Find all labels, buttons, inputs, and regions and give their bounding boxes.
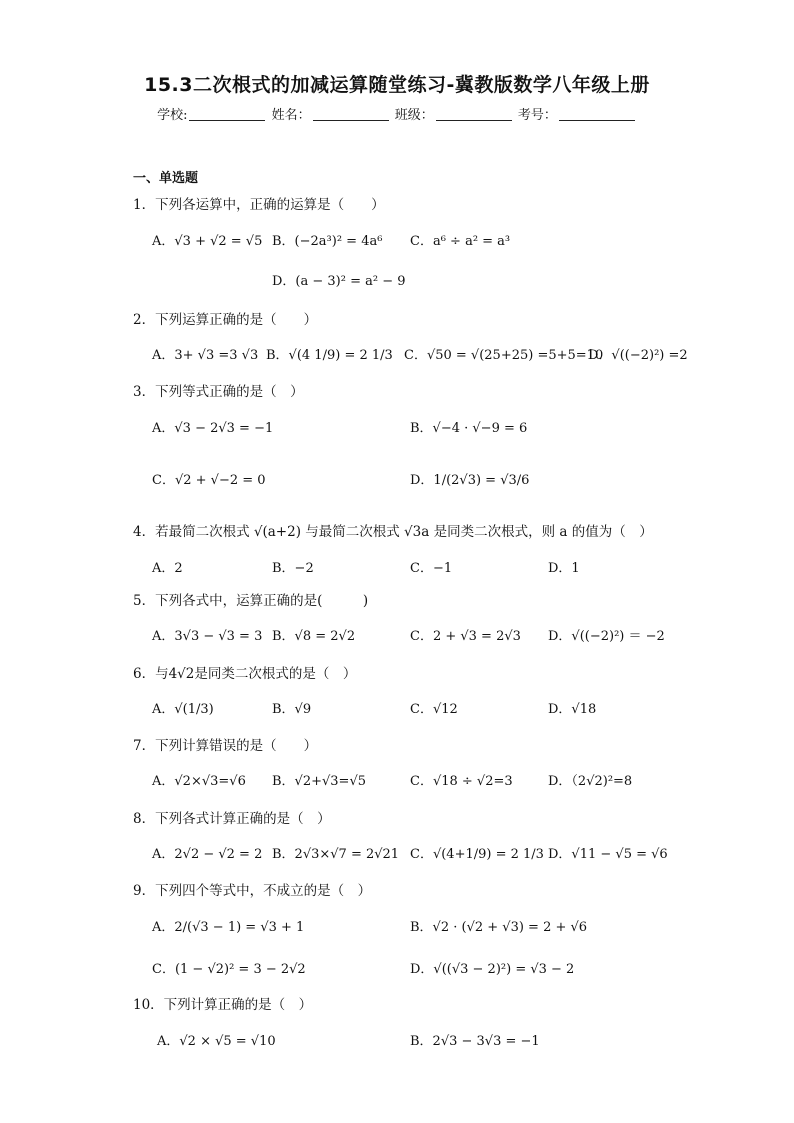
- question-2-option-a[interactable]: A．3+ √3 =3 √3: [152, 348, 259, 363]
- question-4-option-d[interactable]: D．1: [548, 561, 580, 576]
- question-3-option-c[interactable]: C．√2 + √−2 = 0: [152, 473, 266, 488]
- question-6-option-a[interactable]: A．√(1/3): [152, 702, 214, 717]
- question-7-option-a[interactable]: A．√2×√3=√6: [152, 774, 246, 789]
- question-8-option-d[interactable]: D．√11 − √5 = √6: [548, 847, 668, 862]
- question-2-stem: 2．下列运算正确的是（ ）: [133, 312, 318, 328]
- question-6-option-b[interactable]: B．√9: [272, 702, 312, 717]
- question-3-option-a[interactable]: A．√3 − 2√3 = −1: [152, 421, 274, 436]
- question-9-stem: 9．下列四个等式中，不成立的是（ ）: [133, 883, 372, 899]
- question-10-stem: 10．下列计算正确的是（ ）: [133, 997, 313, 1013]
- school-label: 学校:: [157, 108, 188, 123]
- question-7-stem: 7．下列计算错误的是（ ）: [133, 738, 318, 754]
- question-4-stem: 4．若最简二次根式 √(a+2) 与最简二次根式 √3a 是同类二次根式，则 a 的值为（ ）: [133, 524, 653, 540]
- question-5-option-d[interactable]: D．√((−2)²) ＝ −2: [548, 629, 665, 644]
- student-info-line: [0, 104, 794, 123]
- exam-number-blank[interactable]: [559, 108, 635, 121]
- question-2-option-b[interactable]: B．√(4 1/9) = 2 1/3: [266, 348, 393, 363]
- question-1-option-a[interactable]: A．√3 + √2 = √5: [152, 234, 263, 249]
- question-5-option-a[interactable]: A．3√3 − √3 = 3: [152, 629, 263, 644]
- question-1-option-c[interactable]: C．a⁶ ÷ a² = a³: [410, 234, 511, 249]
- section-heading: 一、单选题: [133, 171, 199, 186]
- question-7-option-b[interactable]: B．√2+√3=√5: [272, 774, 367, 789]
- question-3-stem: 3．下列等式正确的是（ ）: [133, 384, 304, 400]
- question-2-option-d[interactable]: D．√((−2)²) =2: [588, 348, 688, 363]
- question-2-option-c[interactable]: C．√50 = √(25+25) =5+5=10: [404, 348, 604, 363]
- question-8-option-a[interactable]: A．2√2 − √2 = 2: [152, 847, 263, 862]
- question-7-option-d[interactable]: D．（2√2)²=8: [548, 774, 633, 789]
- question-1-option-b[interactable]: B．(−2a³)² = 4a⁶: [272, 234, 383, 249]
- question-3-option-b[interactable]: B．√−4 · √−9 = 6: [410, 421, 528, 436]
- question-1-option-d[interactable]: D．(a − 3)² = a² − 9: [272, 274, 406, 289]
- question-4-option-a[interactable]: A．2: [152, 561, 183, 576]
- question-7-option-c[interactable]: C．√18 ÷ √2=3: [410, 774, 513, 789]
- question-4-option-c[interactable]: C．−1: [410, 561, 453, 576]
- question-9-option-d[interactable]: D．√((√3 − 2)²) = √3 − 2: [410, 962, 575, 977]
- question-5-stem: 5．下列各式中，运算正确的是( ): [133, 593, 369, 609]
- name-blank[interactable]: [313, 108, 389, 121]
- question-8-stem: 8．下列各式计算正确的是（ ）: [133, 811, 331, 827]
- class-label: 班级：: [394, 108, 434, 123]
- question-4-option-b[interactable]: B．−2: [272, 561, 314, 576]
- exam-number-label: 考号：: [517, 108, 557, 123]
- question-9-option-a[interactable]: A．2/(√3 − 1) = √3 + 1: [152, 920, 305, 935]
- class-blank[interactable]: [436, 108, 512, 121]
- school-blank[interactable]: [189, 108, 265, 121]
- question-8-option-b[interactable]: B．2√3×√7 = 2√21: [272, 847, 400, 862]
- question-5-option-c[interactable]: C．2 + √3 = 2√3: [410, 629, 521, 644]
- question-10-option-b[interactable]: B．2√3 − 3√3 = −1: [410, 1034, 540, 1049]
- question-6-option-c[interactable]: C．√12: [410, 702, 458, 717]
- name-label: 姓名：: [271, 108, 311, 123]
- question-9-option-b[interactable]: B．√2 · (√2 + √3) = 2 + √6: [410, 920, 588, 935]
- question-6-option-d[interactable]: D．√18: [548, 702, 597, 717]
- page-title: 15.3二次根式的加减运算随堂练习-冀教版数学八年级上册: [144, 74, 650, 96]
- question-8-option-c[interactable]: C．√(4+1/9) = 2 1/3: [410, 847, 544, 862]
- question-1-stem: 1．下列各运算中，正确的运算是（ ）: [133, 197, 385, 213]
- question-3-option-d[interactable]: D．1/(2√3) = √3/6: [410, 473, 530, 488]
- question-9-option-c[interactable]: C．(1 − √2)² = 3 − 2√2: [152, 962, 306, 977]
- question-5-option-b[interactable]: B．√8 = 2√2: [272, 629, 356, 644]
- question-6-stem: 6．与4√2是同类二次根式的是（ ）: [133, 666, 357, 682]
- question-10-option-a[interactable]: A．√2 × √5 = √10: [157, 1034, 276, 1049]
